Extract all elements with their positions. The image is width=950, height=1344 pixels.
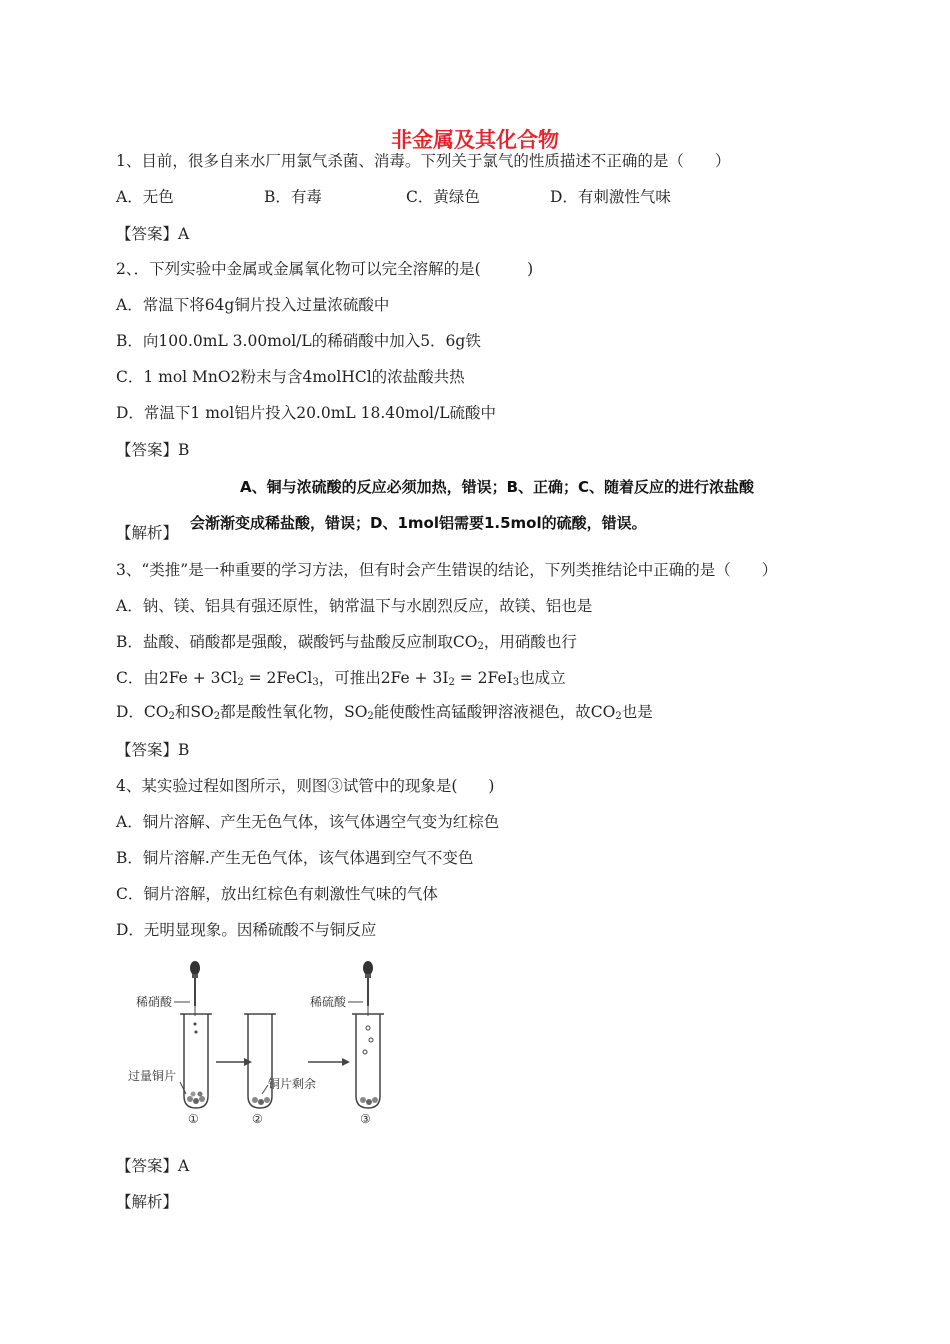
subscript: 2 — [168, 711, 175, 722]
test-tube-1 — [180, 1014, 212, 1108]
q3-stem: 3、“类推”是一种重要的学习方法，但有时会产生错误的结论，下列类推结论中正确的是（ ） — [116, 561, 778, 579]
subscript: 3 — [312, 677, 319, 688]
subscript: 2 — [213, 711, 221, 722]
q1-option-b: B．有毒 — [264, 188, 322, 206]
q3-answer: 【答案】B — [116, 741, 190, 759]
q2-option-b: B．向100.0mL 3.00mol/L的稀硝酸中加入5．6g铁 — [116, 332, 481, 350]
q4-stem: 4、某实验过程如图所示，则图③试管中的现象是( ) — [116, 777, 495, 795]
q2-analysis-line2: 会渐渐变成稀盐酸，错误；D、1mol铝需要1.5mol的硫酸，错误。 — [190, 514, 647, 532]
q3-option-d-part: 也是 — [621, 703, 653, 721]
subscript: 2 — [367, 711, 374, 722]
q4-answer: 【答案】A — [116, 1157, 190, 1175]
q4-option-b: B．铜片溶解.产生无色气体，该气体遇到空气不变色 — [116, 849, 474, 867]
label-excess-copper: 过量铜片 — [128, 1069, 177, 1083]
q2-answer: 【答案】B — [116, 441, 190, 459]
arrow-right-icon — [216, 1058, 252, 1066]
subscript: 2 — [477, 641, 484, 652]
q3-option-c — [116, 668, 566, 688]
tube-number-2: ② — [252, 1112, 263, 1126]
q3-option-c-part: = 2FeI — [454, 669, 513, 687]
page-title: 非金属及其化合物 — [391, 128, 559, 152]
q4-option-d: D．无明显现象。因稀硫酸不与铜反应 — [116, 921, 377, 939]
q2-analysis-line1: A、铜与浓硫酸的反应必须加热，错误；B、正确；C、随着反应的进行浓盐酸 — [240, 478, 755, 496]
q4-option-c: C．铜片溶解，放出红棕色有刺激性气味的气体 — [116, 885, 438, 903]
q3-option-d-part: 能使酸性高锰酸钾溶液褪色，故CO — [373, 703, 616, 721]
label-dilute-sulfuric: 稀硫酸 — [310, 995, 347, 1009]
q3-option-b-text: B．盐酸、硝酸都是强酸，碳酸钙与盐酸反应制取CO — [116, 633, 478, 651]
label-dilute-nitric: 稀硝酸 — [136, 995, 173, 1009]
q3-option-b-tail: ，用硝酸也行 — [483, 633, 577, 651]
arrow-right-icon — [308, 1058, 350, 1066]
q1-option-d: D．有刺激性气味 — [550, 188, 671, 206]
q3-option-a: A．钠、镁、铝具有强还原性，钠常温下与水剧烈反应，故镁、铝也是 — [116, 597, 593, 615]
subscript: 2 — [448, 677, 455, 688]
test-tube-3 — [352, 1014, 384, 1108]
subscript: 3 — [512, 677, 520, 688]
q3-option-d-part: D．CO — [116, 703, 169, 721]
tube-number-1: ① — [188, 1112, 199, 1126]
q2-option-a: A．常温下将64g铜片投入过量浓硫酸中 — [116, 296, 390, 314]
q3-option-c-part: 也成立 — [519, 669, 566, 687]
q3-option-d — [116, 702, 653, 722]
q1-option-a: A．无色 — [116, 188, 174, 206]
q1-stem: 1、目前，很多自来水厂用氯气杀菌、消毒。下列关于氯气的性质描述不正确的是（ ） — [116, 152, 731, 170]
q2-stem: 2、．下列实验中金属或金属氧化物可以完全溶解的是( ) — [116, 260, 534, 278]
q1-options — [116, 187, 816, 207]
experiment-figure — [128, 958, 388, 1128]
subscript: 2 — [615, 711, 622, 722]
q2-option-d: D．常温下1 mol铝片投入20.0mL 18.40mol/L硫酸中 — [116, 404, 497, 422]
q3-option-d-part: 都是酸性氧化物，SO — [220, 703, 368, 721]
q2-analysis-label: 【解析】 — [116, 524, 179, 542]
q3-option-c-part: = 2FeCl — [243, 669, 313, 687]
subscript: 2 — [237, 677, 244, 688]
q3-option-b — [116, 632, 577, 652]
q3-option-c-part: ，可推出2Fe + 3I — [318, 669, 449, 687]
q4-option-a: A．铜片溶解、产生无色气体，该气体遇空气变为红棕色 — [116, 813, 500, 831]
tube-number-3: ③ — [360, 1112, 371, 1126]
q4-analysis-label: 【解析】 — [116, 1193, 179, 1211]
q2-option-c: C．1 mol MnO2粉末与含4molHCl的浓盐酸共热 — [116, 368, 465, 386]
q1-option-c: C．黄绿色 — [406, 188, 480, 206]
label-copper-left: 铜片剩余 — [268, 1077, 317, 1091]
dropper-icon — [190, 961, 200, 1016]
q3-option-d-part: 和SO — [174, 703, 214, 721]
dropper-icon — [363, 961, 373, 1016]
q3-option-c-part: C．由2Fe + 3Cl — [116, 669, 238, 687]
q1-answer: 【答案】A — [116, 225, 190, 243]
